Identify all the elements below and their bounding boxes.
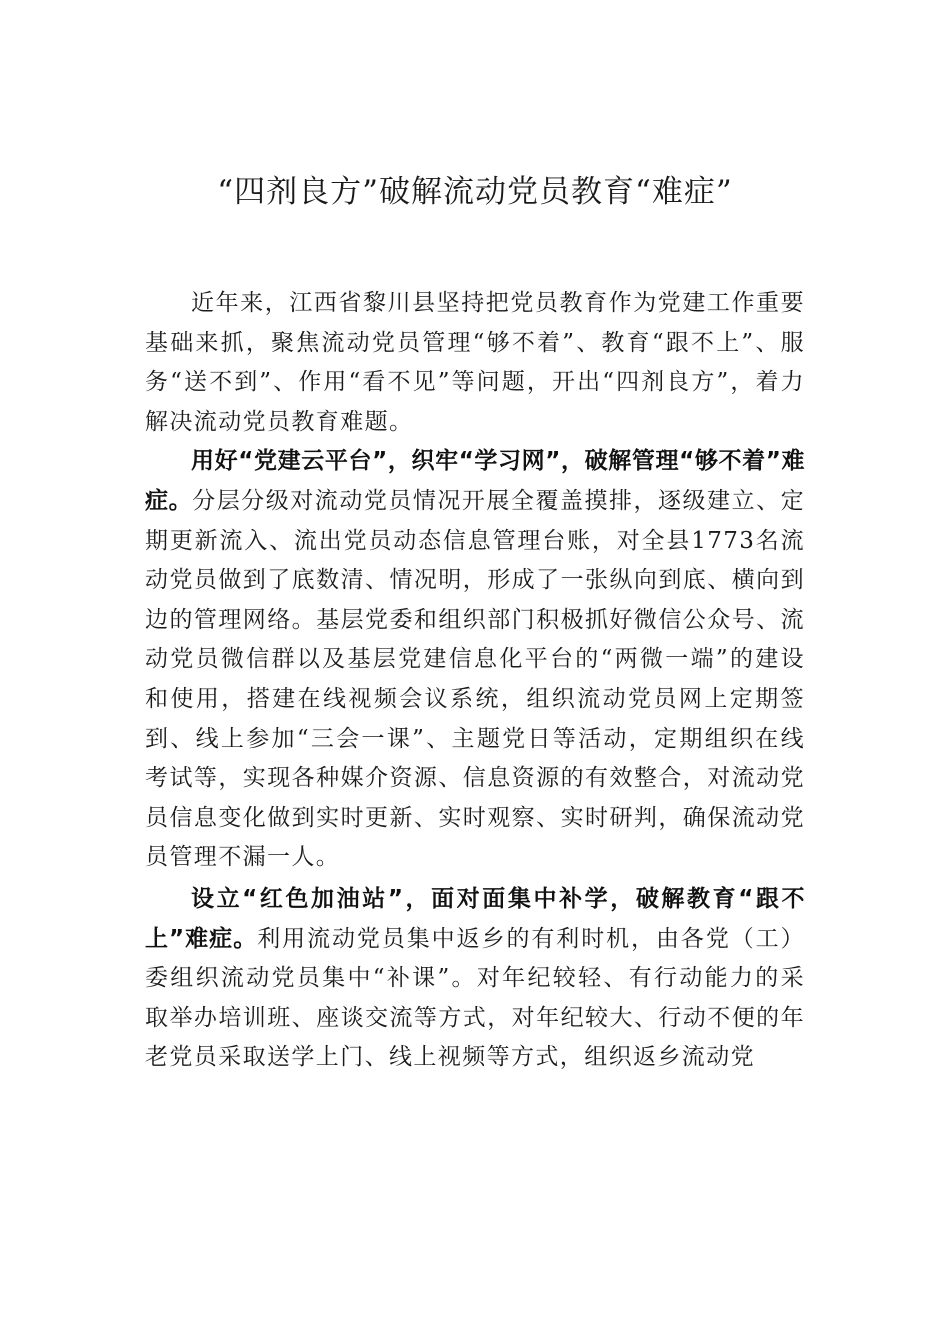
document-body [145, 284, 805, 1078]
paragraph-intro-text: 近年来，江西省黎川县坚持把党员教育作为党建工作重要基础来抓，聚焦流动党员管理“够不着”、教育“跟不上”、服务“送不到”、作用“看不见”等问题，开出“四剂良方”，着力解决流动党员教育难题。 [145, 290, 805, 435]
paragraph-red-station [145, 880, 805, 1078]
paragraph-intro [145, 284, 805, 442]
paragraph-cloud-platform-lead: 用好“党建云平台”，织牢“学习网”，破解管理“够不着”难症。 [145, 448, 805, 514]
paragraph-cloud-platform-text: 分层分级对流动党员情况开展全覆盖摸排，逐级建立、定期更新流入、流出党员动态信息管理台账，对全县1773名流动党员做到了底数清、情况明，形成了一张纵向到底、横向到边的管理网络。基层党委和组织部门积极抓好微信公众号、流动党员微信群以及基层党建信息化平台的“两微一端”的建设和使用，搭建在线视频会议系统，组织流动党员网上定期签到、线上参加“三会一课”、主题党日等活动，定期组织在线考试等，实现各种媒介资源、信息资源的有效整合，对流动党员信息变化做到实时更新、实时观察、实时研判，确保流动党员管理不漏一人。 [145, 487, 806, 871]
paragraph-red-station-text: 利用流动党员集中返乡的有利时机，由各党（工）委组织流动党员集中“补课”。对年纪较轻、有行动能力的采取举办培训班、座谈交流等方式，对年纪较大、行动不便的年老党员采取送学上门、线上视频等方式，组织返乡流动党 [145, 925, 805, 1071]
paragraph-red-station-lead: 设立“红色加油站”，面对面集中补学，破解教育“跟不上”难症。 [145, 885, 805, 952]
document-title: “四剂良方”破解流动党员教育“难症” [217, 174, 733, 210]
paragraph-cloud-platform [145, 442, 805, 878]
